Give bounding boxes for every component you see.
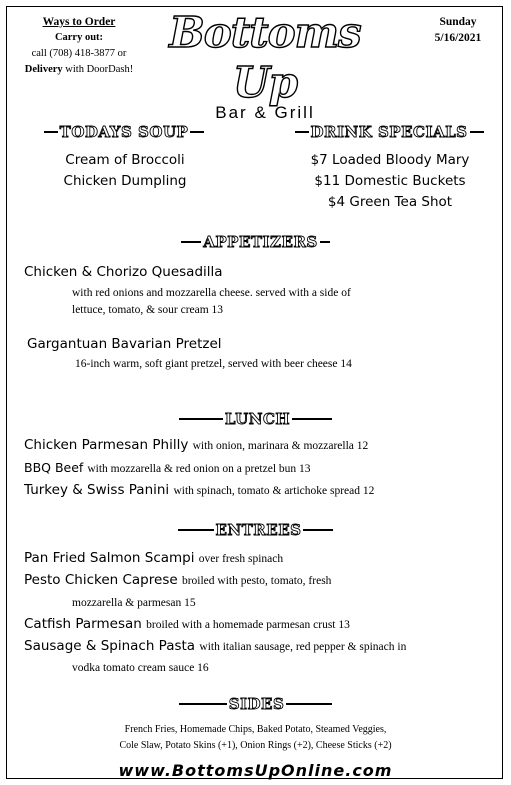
- soup-item: Cream of Broccoli: [65, 152, 185, 168]
- lunch-heading-label: LUNCH: [224, 410, 291, 428]
- heading-rule: [292, 418, 332, 420]
- heading-rule: [190, 131, 204, 133]
- date-value: 5/16/2021: [434, 32, 482, 44]
- soup-list: [25, 150, 225, 192]
- soup-item: Chicken Dumpling: [63, 173, 187, 189]
- sides-heading: [0, 695, 511, 713]
- entree-name: Pan Fried Salmon Scampi: [24, 550, 195, 566]
- entrees-heading-label: ENTREES: [215, 521, 302, 539]
- entree-item: [24, 636, 504, 658]
- lunch-item-name: Chicken Parmesan Philly: [24, 437, 189, 453]
- date-day: Sunday: [439, 16, 477, 28]
- carry-out-text: call (708) 418-3877 or: [31, 48, 127, 59]
- sides-line: Cole Slaw, Potato Skins (+1), Onion Rings (+2), Cheese Sticks (+2): [119, 740, 392, 751]
- heading-rule: [303, 529, 333, 531]
- lunch-item: [24, 480, 374, 502]
- appetizer-desc-line: with red onions and mozzarella cheese. served with a side of: [72, 287, 351, 299]
- delivery-line: [14, 62, 144, 78]
- entree-item: [24, 570, 504, 592]
- entree-desc-continued: mozzarella & parmesan 15: [72, 597, 196, 609]
- logo-subtitle: Bar & Grill: [215, 103, 315, 122]
- drinks-list: [280, 150, 500, 213]
- logo-name: Bottoms Up: [169, 8, 361, 107]
- lunch-item: [24, 457, 374, 480]
- entree-name: Catfish Parmesan: [24, 616, 142, 632]
- entree-desc: broiled with pesto, tomato, fresh: [181, 575, 332, 587]
- heading-rule: [295, 131, 309, 133]
- drink-item: $4 Green Tea Shot: [327, 194, 453, 210]
- lunch-item-desc: with mozzarella & red onion on a pretzel bun 13: [87, 463, 311, 475]
- lunch-list: [24, 435, 374, 502]
- sides-heading-label: SIDES: [228, 695, 285, 713]
- entree-desc: over fresh spinach: [198, 553, 284, 565]
- lunch-item-desc: with spinach, tomato & artichoke spread 12: [173, 485, 375, 497]
- ways-title: Ways to Order: [42, 16, 116, 28]
- drink-item: $7 Loaded Bloody Mary: [310, 152, 470, 168]
- drink-item: $11 Domestic Buckets: [314, 173, 466, 189]
- appetizer-name: Chicken & Chorizo Quesadilla: [24, 264, 223, 280]
- ways-to-order: [14, 14, 144, 78]
- restaurant-logo: [150, 8, 380, 122]
- entree-desc: with italian sausage, red pepper & spinach in: [199, 641, 407, 653]
- sides-line: French Fries, Homemade Chips, Baked Potato, Steamed Veggies,: [124, 724, 387, 735]
- heading-rule: [181, 241, 201, 243]
- appetizer-name: Gargantuan Bavarian Pretzel: [27, 336, 222, 352]
- heading-rule: [286, 703, 332, 705]
- appetizer-desc: [75, 356, 495, 373]
- entree-desc-continued: vodka tomato cream sauce 16: [72, 662, 209, 674]
- heading-rule: [470, 131, 484, 133]
- lunch-heading: [0, 410, 511, 428]
- appetizer-desc-line: lettuce, tomato, & sour cream 13: [72, 304, 224, 316]
- appetizer-desc-line: 16-inch warm, soft giant pretzel, served with beer cheese 14: [75, 358, 352, 370]
- appetizer-desc: [72, 285, 492, 319]
- entree-name: Pesto Chicken Caprese: [24, 572, 178, 588]
- menu-date: [418, 14, 498, 46]
- sides-list: [0, 722, 511, 754]
- drinks-heading: [298, 123, 480, 141]
- heading-rule: [179, 418, 223, 420]
- entrees-list: [24, 548, 504, 678]
- heading-rule: [178, 529, 214, 531]
- drinks-heading-label: DRINK SPECIALS: [310, 123, 468, 141]
- entree-item: [24, 614, 504, 636]
- appetizers-heading-label: APPETIZERS: [203, 233, 318, 251]
- soup-heading-label: TODAYS SOUP: [59, 123, 189, 141]
- delivery-text: with DoorDash!: [65, 64, 134, 75]
- heading-rule: [179, 703, 227, 705]
- heading-rule: [320, 241, 330, 243]
- soup-heading: [44, 123, 204, 141]
- entrees-heading: [0, 521, 511, 539]
- lunch-item-name: BBQ Beef: [24, 460, 84, 475]
- lunch-item-desc: with onion, marinara & mozzarella 12: [192, 440, 369, 452]
- heading-rule: [44, 131, 58, 133]
- delivery-label: Delivery: [24, 64, 63, 75]
- entree-name: Sausage & Spinach Pasta: [24, 638, 196, 654]
- lunch-item-name: Turkey & Swiss Panini: [24, 482, 170, 498]
- carry-out-label: Carry out:: [54, 32, 104, 43]
- entree-item: [24, 548, 504, 570]
- website-link[interactable]: www.BottomsUpOnline.com: [118, 761, 393, 780]
- lunch-item: [24, 435, 374, 457]
- appetizers-heading: [0, 233, 511, 251]
- entree-desc: broiled with a homemade parmesan crust 13: [146, 619, 350, 631]
